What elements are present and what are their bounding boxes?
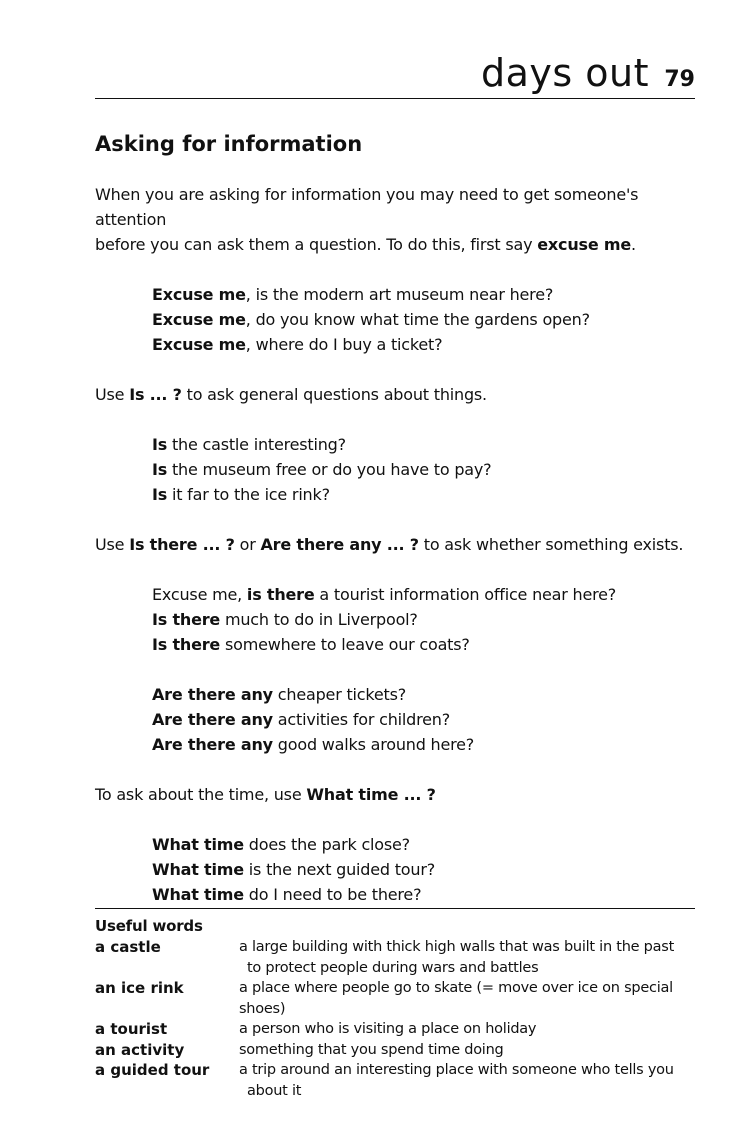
section-title: days out: [480, 51, 649, 95]
are-there-any-examples: [95, 682, 695, 757]
glossary-entry: [95, 1040, 695, 1061]
page-header: [95, 48, 695, 98]
glossary-definition: a trip around an interesting place with someone who tells you about it: [239, 1062, 674, 1099]
glossary-entry: [95, 1060, 695, 1101]
useful-words-title: Useful words: [95, 917, 203, 935]
glossary-term: a guided tour: [95, 1061, 210, 1079]
example-sentence: Excuse me, where do I buy a ticket?: [152, 335, 443, 354]
example-sentence: Is there much to do in Liverpool?: [152, 610, 418, 629]
glossary-term: an ice rink: [95, 979, 184, 997]
glossary-term: a castle: [95, 938, 161, 956]
glossary-entry: [95, 978, 695, 1019]
example-sentence: Are there any cheaper tickets?: [152, 685, 407, 704]
glossary-definition: something that you spend time doing: [239, 1041, 504, 1058]
example-sentence: What time does the park close?: [152, 835, 410, 854]
what-time-rule: To ask about the time, use What time ... ?: [95, 785, 436, 804]
page-heading: Asking for information: [95, 132, 363, 156]
example-sentence: Is there somewhere to leave our coats?: [152, 635, 470, 654]
example-sentence: Is it far to the ice rink?: [152, 485, 330, 504]
glossary-definition: a large building with thick high walls that was built in the past to protect people during wars and battles: [239, 939, 674, 976]
is-there-rule: Use Is there ... ? or Are there any ... ? to ask whether something exists.: [95, 535, 684, 554]
glossary-entry: [95, 937, 695, 978]
useful-words-divider: [95, 908, 695, 909]
glossary-term: a tourist: [95, 1020, 168, 1038]
page-number: 79: [664, 67, 695, 92]
example-sentence: Excuse me, do you know what time the gardens open?: [152, 310, 590, 329]
glossary-definition: a person who is visiting a place on holiday: [239, 1021, 537, 1037]
glossary-term: an activity: [95, 1040, 185, 1059]
example-sentence: Excuse me, is the modern art museum near here?: [152, 285, 554, 304]
example-sentence: What time do I need to be there?: [152, 885, 422, 904]
intro-line-1: When you are asking for information you may need to get someone's attention: [95, 185, 639, 229]
example-sentence: Excuse me, is there a tourist information office near here?: [152, 585, 617, 604]
example-sentence: Is the castle interesting?: [152, 435, 346, 454]
example-sentence: Is the museum free or do you have to pay?: [152, 460, 492, 479]
intro-line-2: before you can ask them a question. To do this, first say excuse me.: [95, 235, 636, 254]
example-sentence: What time is the next guided tour?: [152, 860, 436, 879]
is-there-examples: [95, 582, 695, 657]
glossary-definition: a place where people go to skate (= move over ice on special shoes): [239, 980, 673, 1017]
is-rule: Use Is ... ? to ask general questions about things.: [95, 385, 487, 404]
is-examples: [95, 432, 695, 507]
useful-words-box: [95, 916, 695, 1101]
excuse-me-examples: [95, 282, 695, 357]
main-content: [95, 128, 695, 907]
header-divider: [95, 98, 695, 99]
example-sentence: Are there any activities for children?: [152, 710, 451, 729]
example-sentence: Are there any good walks around here?: [152, 735, 475, 754]
what-time-examples: [95, 832, 695, 907]
glossary-entry: [95, 1019, 695, 1040]
